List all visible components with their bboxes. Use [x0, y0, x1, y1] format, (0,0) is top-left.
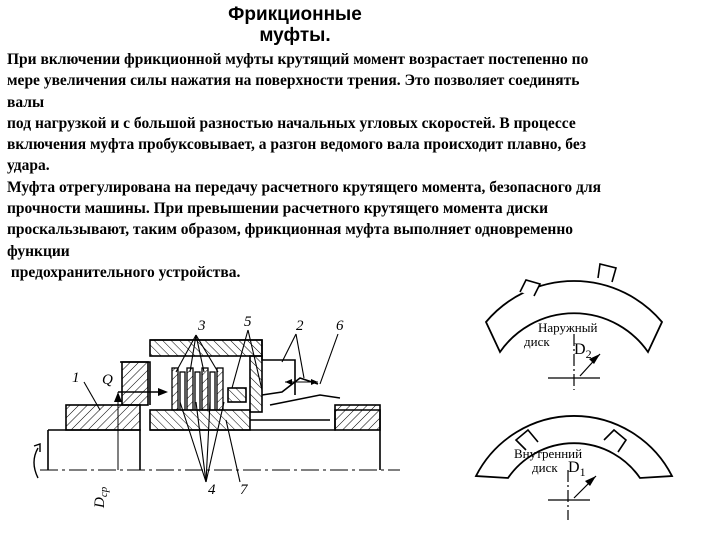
text-line: проскальзывают, таким образом, фрикционная муфта выполняет одновременно	[7, 221, 574, 239]
label-part-4: 4	[208, 482, 216, 498]
text-line: функции	[7, 242, 70, 260]
inner-disk-diameter: $D_1$	[568, 459, 586, 479]
spring-block	[228, 388, 246, 402]
inner-sleeve	[150, 410, 250, 430]
label-part-3: 3	[198, 318, 206, 334]
label-force-q: Q	[102, 372, 113, 388]
svg-text:Dср: $D_{ср}$	[92, 486, 110, 508]
disk-pack	[172, 368, 223, 410]
label-part-5: 5	[244, 314, 252, 330]
text-line: удара.	[7, 157, 50, 175]
title-line-1: Фрикционные	[228, 4, 362, 25]
label-part-1: 1	[72, 370, 80, 386]
text-line: валы	[7, 93, 45, 111]
inner-disk-label-1: Внутренний	[514, 446, 583, 461]
label-part-6: 6	[336, 318, 344, 334]
text-line: мере увеличения силы нажатия на поверхности трения. Это позволяет соединять	[7, 72, 580, 90]
text-line: Муфта отрегулирована на передачу расчетного крутящего момента, безопасного для	[7, 178, 601, 196]
outer-disk-drawing	[486, 264, 662, 390]
inner-disk-label-2: диск	[532, 460, 558, 475]
inner-disk-drawing	[476, 416, 672, 520]
label-part-7: 7	[240, 482, 248, 498]
label-part-2: 2	[296, 318, 304, 334]
text-line: прочности машины. При превышении расчетного крутящего момента диски	[7, 200, 549, 218]
shaft-right	[335, 405, 380, 430]
outer-disk-label-1: Наружный	[538, 320, 598, 335]
title-line-2: муфты.	[259, 25, 331, 46]
housing-top	[150, 340, 262, 356]
label-diameter-avg	[92, 486, 110, 509]
outer-disk-diameter: $D_2$	[574, 341, 592, 361]
outer-disk-label-2: диск	[524, 334, 550, 349]
text-line: При включении фрикционной муфты крутящий момент возрастает постепенно по	[7, 51, 589, 68]
hub-part-1	[66, 405, 140, 430]
text-line: под нагрузкой и с большой разностью начальных угловых скоростей. В процессе	[7, 114, 576, 132]
hub-flange	[122, 362, 148, 405]
clutch-section-drawing	[34, 330, 400, 482]
text-line: включения муфта пробуксовывает, а разгон ведомого вала происходит плавно, без	[7, 136, 586, 154]
text-line: предохранительного устройства.	[7, 263, 241, 281]
